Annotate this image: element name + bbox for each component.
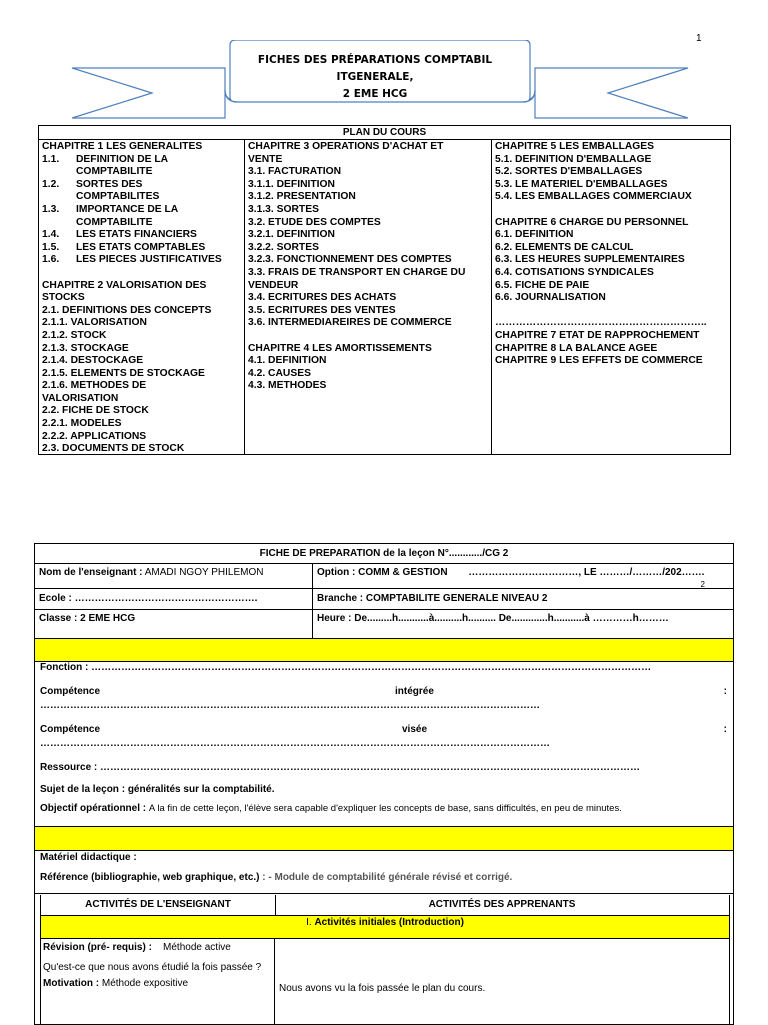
section-initial-activities: [41, 916, 729, 939]
plan-item: STOCKS: [42, 292, 85, 304]
teacher-label: Nom de l'enseignant :: [39, 567, 143, 578]
plan-item: 5.4. LES EMBALLAGES COMMERCIAUX: [495, 191, 692, 203]
plan-item-number: 1.4.: [42, 229, 60, 241]
competence-integree-type: intégrée: [395, 686, 434, 697]
plan-item: 2.3. DOCUMENTS DE STOCK: [42, 443, 185, 455]
activities-table: [40, 895, 730, 1024]
plan-item-number: [42, 166, 76, 179]
plan-item: [42, 204, 241, 217]
plan-item-number: [42, 191, 76, 204]
plan-item: 2.1.6. METHODES DE: [42, 380, 147, 392]
plan-item-number: [42, 217, 76, 230]
plan-item: 3.2. ETUDE DES COMPTES: [248, 216, 381, 228]
function-field: Fonction : ……………………………………………………………………………………………………………………………………………………: [40, 662, 652, 673]
banner-title-line2: 2 EME HCG: [342, 88, 408, 100]
section-title: Activités initiales (Introduction): [314, 917, 464, 928]
plan-item: 6.3. LES HEURES SUPPLEMENTAIRES: [495, 254, 685, 266]
learner-activities-cell: [275, 939, 729, 1024]
plan-item-label: COMPTABILITES: [76, 191, 160, 203]
section-number: I.: [306, 917, 312, 928]
school-row: [35, 589, 733, 610]
learner-activities-header: ACTIVITÉS DES APPRENANTS: [428, 899, 576, 910]
plan-item: 2.1.4. DESTOCKAGE: [42, 355, 144, 367]
plan-item-label: DEFINITION DE LA: [76, 153, 169, 165]
plan-item-label: COMPTABILITE: [76, 166, 153, 178]
plan-item: VENDEUR: [248, 279, 299, 291]
plan-item: 2.1.1. VALORISATION: [42, 317, 147, 329]
branch-field: Branche : COMPTABILITE GENERALE NIVEAU 2: [317, 593, 548, 604]
plan-item: 3.1.3. SORTES: [248, 203, 319, 215]
objective-label: Objectif opérationnel :: [40, 803, 147, 814]
plan-item: 3.1.2. PRESENTATION: [248, 191, 356, 203]
plan-column-2: [245, 140, 492, 455]
revision-method: Méthode active: [163, 942, 231, 953]
teacher-name: AMADI NGOY PHILEMON: [144, 567, 264, 578]
plan-item: 3.1. FACTURATION: [248, 166, 342, 178]
plan-item: [42, 154, 241, 167]
plan-title: PLAN DU COURS: [39, 126, 730, 140]
plan-item: 3.1.1. DEFINITION: [248, 178, 335, 190]
subject-row: [35, 784, 733, 800]
plan-item: ……………………………………………………..: [495, 317, 707, 329]
activities-header: [41, 895, 729, 916]
plan-item: [42, 254, 241, 267]
competence-integree-colon: :: [723, 686, 727, 697]
reference-row: [35, 872, 733, 894]
learner-answer: Nous avons vu la fois passée le plan du cours.: [279, 983, 486, 994]
date-field: ……………………………, LE ………/………/202…….: [468, 567, 705, 578]
plan-item: 6.2. ELEMENTS DE CALCUL: [495, 241, 634, 253]
plan-item: 2.1. DEFINITIONS DES CONCEPTS: [42, 304, 212, 316]
date-subscript: 2: [700, 580, 705, 589]
plan-item: 2.2.1. MODELES: [42, 418, 122, 430]
plan-item: 4.1. DEFINITION: [248, 355, 327, 367]
competence-visee-colon: :: [723, 724, 727, 735]
plan-item: 5.3. LE MATERIEL D'EMBALLAGES: [495, 178, 668, 190]
competence-visee-type: visée: [402, 724, 428, 735]
plan-item: 2.2. FICHE DE STOCK: [42, 405, 149, 417]
plan-item: VENTE: [248, 153, 283, 165]
plan-item-number: 1.3.: [42, 203, 60, 215]
plan-item: 6.6. JOURNALISATION: [495, 292, 606, 304]
revision-label: Révision (pré- requis) :: [43, 942, 152, 953]
resource-field: Ressource : ………………………………………………………………………………………………………………………………………………: [40, 762, 641, 773]
plan-item: CHAPITRE 1 LES GENERALITES: [42, 141, 203, 152]
competence-visee-label: Compétence: [40, 724, 101, 735]
plan-item: CHAPITRE 5 LES EMBALLAGES: [495, 141, 655, 152]
plan-item: 3.4. ECRITURES DES ACHATS: [248, 292, 397, 304]
lesson-preparation-sheet: [34, 543, 734, 1025]
plan-spacer: [495, 204, 727, 217]
plan-item: [42, 217, 241, 230]
banner-title-line1: FICHES DES PRÉPARATIONS COMPTABIL ITGENERALE,: [257, 54, 493, 83]
plan-item: [42, 166, 241, 179]
plan-item-number: 1.5.: [42, 241, 60, 253]
plan-item: CHAPITRE 9 LES EFFETS DE COMMERCE: [495, 355, 703, 367]
plan-item: 6.5. FICHE DE PAIE: [495, 279, 590, 291]
plan-item: 6.1. DEFINITION: [495, 229, 574, 241]
class-row: [35, 610, 733, 639]
sheet-title: FICHE DE PREPARATION de la leçon N°............/CG 2: [35, 544, 733, 564]
plan-item: [42, 179, 241, 192]
plan-item-label: LES PIECES JUSTIFICATIVES: [76, 254, 222, 266]
plan-item: CHAPITRE 3 OPERATIONS D'ACHAT ET: [248, 141, 444, 152]
plan-column-1: [39, 140, 245, 455]
title-banner: [70, 40, 690, 120]
plan-item: [42, 191, 241, 204]
motivation-label: Motivation :: [43, 978, 100, 989]
plan-item: CHAPITRE 7 ETAT DE RAPPROCHEMENT: [495, 329, 700, 341]
plan-item: CHAPITRE 8 LA BALANCE AGEE: [495, 342, 658, 354]
course-plan-table: [38, 125, 731, 455]
plan-item: CHAPITRE 2 VALORISATION DES: [42, 279, 207, 291]
competence-block: [35, 662, 733, 772]
reference-value: : - Module de comptabilité générale révisé et corrigé.: [262, 872, 513, 883]
plan-item-label: COMPTABILITE: [76, 216, 153, 228]
teacher-row: [35, 564, 733, 589]
competence-integree-dots: ……………………………………………………………………………………………………………………………………: [40, 700, 540, 711]
plan-item: 3.2.2. SORTES: [248, 241, 319, 253]
plan-spacer: [248, 330, 488, 343]
subject-label: Sujet de la leçon :: [40, 784, 126, 795]
plan-item-label: IMPORTANCE DE LA: [76, 203, 179, 215]
plan-spacer: [495, 305, 727, 318]
plan-item-label: LES ETATS COMPTABLES: [76, 241, 206, 253]
objective-row: [35, 803, 733, 827]
plan-item: 3.3. FRAIS DE TRANSPORT EN CHARGE DU: [248, 266, 466, 278]
plan-item: 5.2. SORTES D'EMBALLAGES: [495, 166, 643, 178]
competence-visee-dots: ………………………………………………………………………………………………………………………………………: [40, 738, 550, 749]
plan-item: [42, 229, 241, 242]
teacher-activities-header: ACTIVITÉS DE L'ENSEIGNANT: [41, 895, 276, 915]
class-field: Classe : 2 EME HCG: [35, 610, 313, 638]
plan-item-number: 1.6.: [42, 254, 60, 266]
plan-item: 2.2.2. APPLICATIONS: [42, 430, 147, 442]
plan-spacer: [42, 267, 241, 280]
reference-label: Référence (bibliographie, web graphique, etc.): [40, 872, 260, 883]
teacher-activities-cell: [41, 939, 275, 1024]
hour-field: Heure : De.........h...........à..........h.......... De.............h...........à …………h………: [317, 613, 669, 624]
plan-item: CHAPITRE 6 CHARGE DU PERSONNEL: [495, 216, 689, 228]
plan-item: VALORISATION: [42, 392, 119, 404]
plan-item-label: LES ETATS FINANCIERS: [76, 229, 197, 241]
plan-item: 3.6. INTERMEDIAREIRES DE COMMERCE: [248, 317, 452, 329]
plan-item: 3.2.3. FONCTIONNEMENT DES COMPTES: [248, 254, 452, 266]
plan-item: 3.5. ECRITURES DES VENTES: [248, 304, 396, 316]
subject-value: généralités sur la comptabilité.: [127, 784, 275, 795]
plan-item: 3.2.1. DEFINITION: [248, 229, 335, 241]
plan-column-3: [492, 140, 730, 455]
page-number: 1: [696, 33, 702, 44]
competence-integree-label: Compétence: [40, 686, 101, 697]
motivation-method: Méthode expositive: [101, 978, 189, 989]
plan-item-label: SORTES DES: [76, 178, 143, 190]
plan-item: 4.3. METHODES: [248, 380, 327, 392]
plan-item-number: 1.2.: [42, 178, 60, 190]
plan-item-number: 1.1.: [42, 153, 60, 165]
plan-item: 4.2. CAUSES: [248, 367, 311, 379]
plan-item: 2.1.3. STOCKAGE: [42, 342, 129, 354]
revision-question: Qu'est-ce que nous avons étudié la fois passée ?: [43, 962, 262, 973]
objective-value: A la fin de cette leçon, l'élève sera capable d'expliquer les concepts de base, sans difficultés, en peu de minutes.: [148, 803, 622, 814]
plan-item: 6.4. COTISATIONS SYNDICALES: [495, 266, 654, 278]
plan-item: 2.1.5. ELEMENTS DE STOCKAGE: [42, 367, 205, 379]
yellow-band-2: [35, 827, 733, 851]
option-field: Option : COMM & GESTION: [317, 567, 448, 578]
school-field: Ecole : ……………………………………………….: [35, 589, 313, 609]
materials-field: Matériel didactique :: [40, 852, 137, 863]
plan-item: CHAPITRE 4 LES AMORTISSEMENTS: [248, 342, 432, 354]
plan-item: 2.1.2. STOCK: [42, 329, 107, 341]
plan-item: 5.1. DEFINITION D'EMBALLAGE: [495, 153, 652, 165]
plan-item: [42, 242, 241, 255]
yellow-band-1: [35, 639, 733, 662]
